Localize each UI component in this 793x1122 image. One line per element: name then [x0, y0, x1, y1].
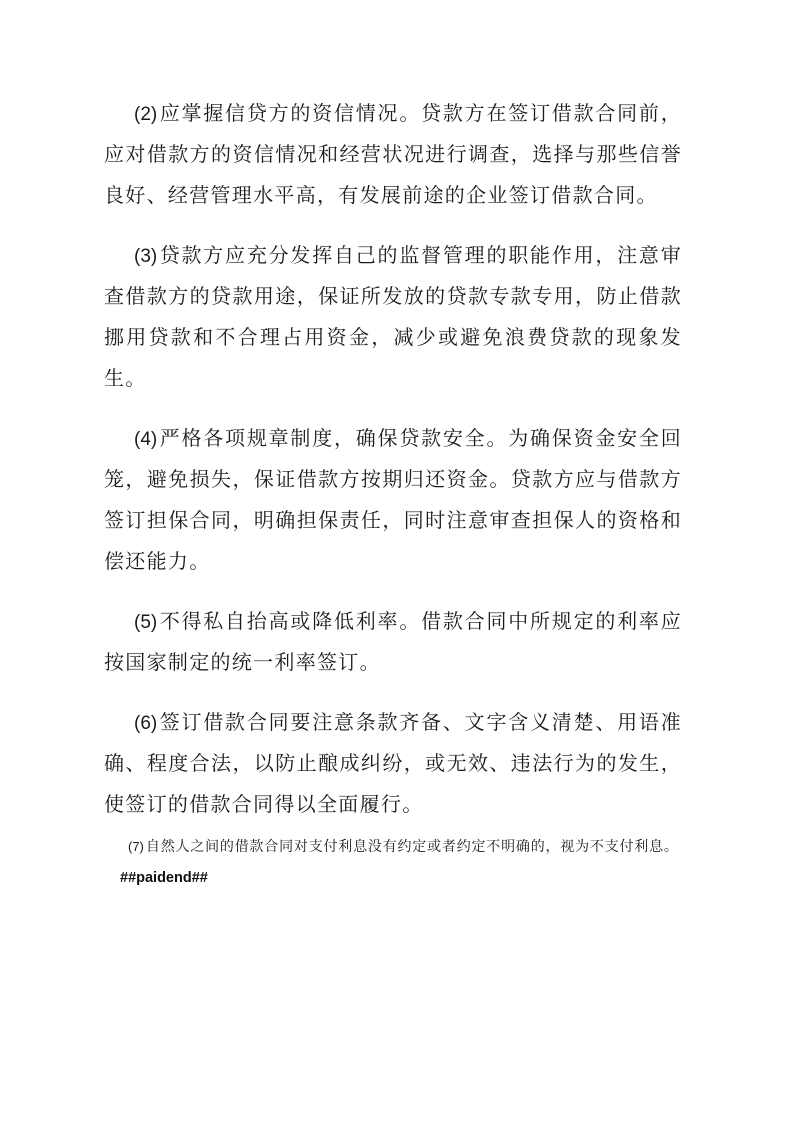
paragraph-4 [104, 419, 682, 583]
paragraph-5-text: 不得私自抬高或降低利率。借款合同中所规定的利率应按国家制定的统一利率签订。 [104, 611, 682, 674]
paragraph-5 [104, 602, 682, 684]
paragraph-3-text: 贷款方应充分发挥自己的监督管理的职能作用，注意审查借款方的贷款用途，保证所发放的贷款专款专用，防止借款挪用贷款和不合理占用资金，减少或避免浪费贷款的现象发生。 [104, 245, 682, 390]
paid-end-marker: ##paidend## [120, 870, 208, 886]
paragraph-7-text: 自然人之间的借款合同对支付利息没有约定或者约定不明确的，视为不支付利息。 [145, 840, 679, 855]
paragraph-3 [104, 236, 682, 400]
paragraph-2 [104, 94, 682, 217]
paragraph-6-marker: (6) [134, 713, 158, 734]
paragraph-4-text: 严格各项规章制度，确保贷款安全。为确保资金安全回笼，避免损失，保证借款方按期归还资金。贷款方应与借款方签订担保合同，明确担保责任，同时注意审查担保人的资格和偿还能力。 [104, 428, 682, 573]
paragraph-2-marker: (2) [134, 104, 158, 125]
paragraph-7-marker: (7) [128, 839, 144, 854]
paragraph-2-text: 应掌握信贷方的资信情况。贷款方在签订借款合同前，应对借款方的资信情况和经营状况进行调查，选择与那些信誉良好、经营管理水平高，有发展前途的企业签订借款合同。 [104, 103, 682, 207]
paragraph-6-text: 签订借款合同要注意条款齐备、文字含义清楚、用语准确、程度合法，以防止酿成纠纷，或无效、违法行为的发生，使签订的借款合同得以全面履行。 [104, 712, 682, 816]
paragraph-5-marker: (5) [134, 612, 158, 633]
paragraph-6 [104, 703, 682, 826]
paragraph-3-marker: (3) [134, 246, 158, 267]
paragraph-4-marker: (4) [134, 429, 158, 450]
paragraph-7 [104, 833, 682, 861]
document-content [104, 94, 682, 892]
